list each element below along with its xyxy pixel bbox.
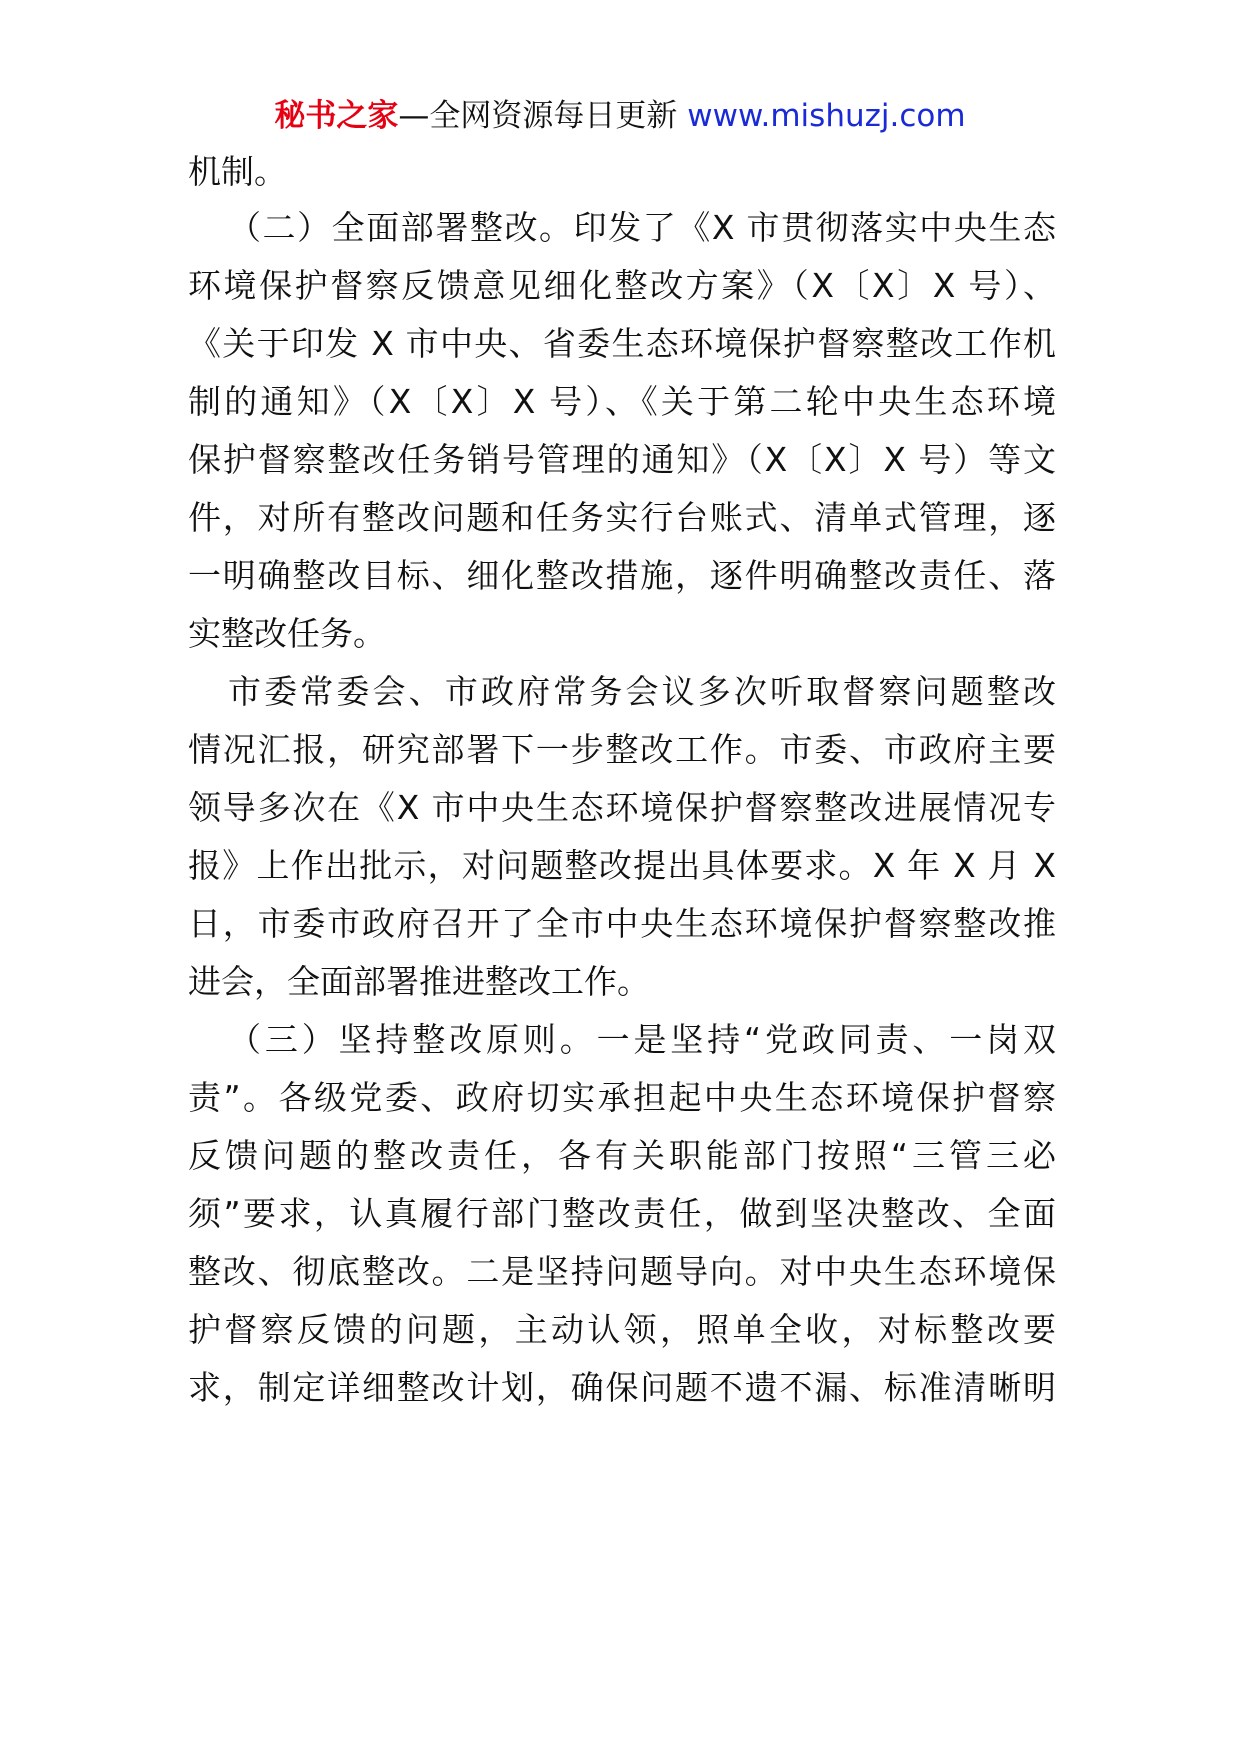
text-line-22: 求，制定详细整改计划，确保问题不遗不漏、标准清晰明 bbox=[188, 1368, 1056, 1407]
header-tagline: —全网资源每日更新 bbox=[398, 98, 688, 134]
site-url-link[interactable]: www.mishuzj.com bbox=[687, 98, 966, 134]
site-header bbox=[0, 96, 1240, 136]
text-line-6: 保护督察整改任务销号管理的通知》（X〔X〕X 号）等文 bbox=[188, 440, 1056, 479]
text-line-9: 实整改任务。 bbox=[188, 614, 386, 653]
text-line-4: 《关于印发 X 市中央、省委生态环境保护督察整改工作机 bbox=[188, 324, 1056, 363]
text-line-12: 领导多次在《X 市中央生态环境保护督察整改进展情况专 bbox=[188, 788, 1056, 827]
brand-name: 秘书之家 bbox=[274, 98, 399, 134]
text-line-15: 进会，全面部署推进整改工作。 bbox=[188, 962, 650, 1001]
text-line-5: 制的通知》（X〔X〕X 号）、《关于第二轮中央生态环境 bbox=[188, 382, 1056, 421]
text-line-2: （二）全面部署整改。印发了《X 市贯彻落实中央生态 bbox=[228, 208, 1056, 247]
text-line-8: 一明确整改目标、细化整改措施，逐件明确整改责任、落 bbox=[188, 556, 1056, 595]
text-line-13: 报》上作出批示，对问题整改提出具体要求。X 年 X 月 X bbox=[188, 846, 1056, 885]
text-line-19: 须”要求，认真履行部门整改责任，做到坚决整改、全面 bbox=[188, 1194, 1056, 1233]
text-line-10: 市委常委会、市政府常务会议多次听取督察问题整改 bbox=[228, 672, 1056, 711]
text-line-1: 机制。 bbox=[188, 152, 287, 191]
text-line-21: 护督察反馈的问题，主动认领，照单全收，对标整改要 bbox=[188, 1310, 1056, 1349]
text-line-14: 日，市委市政府召开了全市中央生态环境保护督察整改推 bbox=[188, 904, 1056, 943]
text-line-11: 情况汇报，研究部署下一步整改工作。市委、市政府主要 bbox=[188, 730, 1056, 769]
text-line-16: （三）坚持整改原则。一是坚持“党政同责、一岗双 bbox=[228, 1020, 1056, 1059]
text-line-17: 责”。各级党委、政府切实承担起中央生态环境保护督察 bbox=[188, 1078, 1056, 1117]
text-line-20: 整改、彻底整改。二是坚持问题导向。对中央生态环境保 bbox=[188, 1252, 1056, 1291]
text-line-18: 反馈问题的整改责任，各有关职能部门按照“三管三必 bbox=[188, 1136, 1056, 1175]
text-line-3: 环境保护督察反馈意见细化整改方案》（X〔X〕X 号）、 bbox=[188, 266, 1056, 305]
text-line-7: 件，对所有整改问题和任务实行台账式、清单式管理，逐 bbox=[188, 498, 1056, 537]
